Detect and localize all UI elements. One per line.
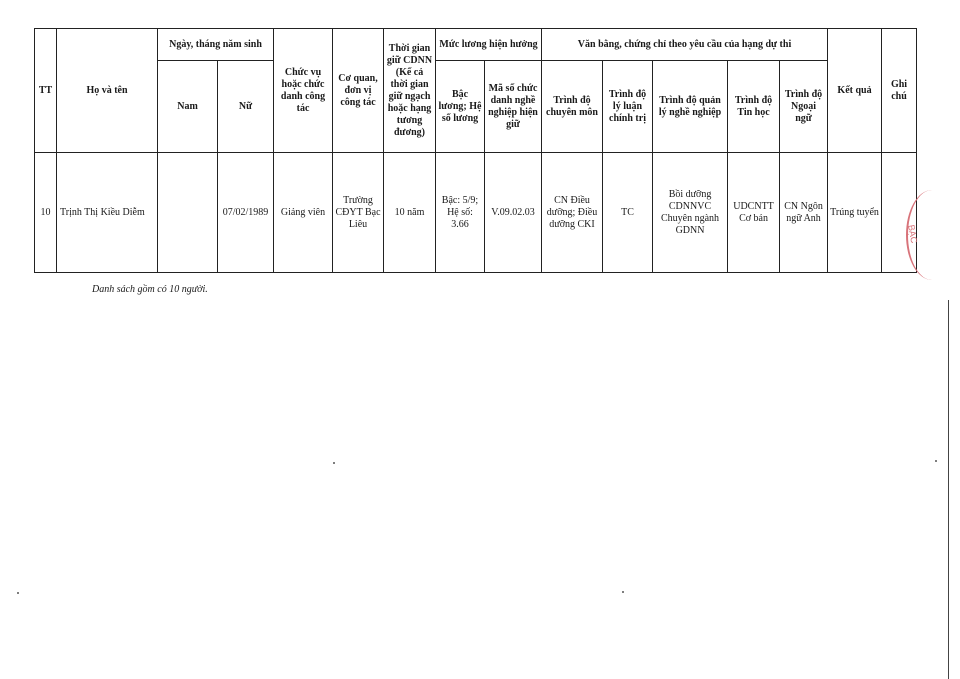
cell-q-political: TC xyxy=(603,153,653,273)
scan-speck xyxy=(622,591,624,593)
cell-q-language: CN Ngôn ngữ Anh xyxy=(780,153,828,273)
header-teaching-time: Thời gian giữ CDNN (Kể cả thời gian giữ ngạch hoặc hạng tương đương) xyxy=(384,29,436,153)
header-salary-grade: Bậc lương; Hệ số lương xyxy=(436,61,485,153)
cell-tt: 10 xyxy=(35,153,57,273)
header-q-language: Trình độ Ngoại ngữ xyxy=(780,61,828,153)
header-workplace: Cơ quan, đơn vị công tác xyxy=(333,29,384,153)
cell-q-professional: CN Điều dưỡng; Điều dưỡng CKI xyxy=(542,153,603,273)
cell-q-management: Bồi dưỡng CDNNVC Chuyên ngành GDNN xyxy=(653,153,728,273)
header-q-management: Trình độ quản lý nghề nghiệp xyxy=(653,61,728,153)
cell-dob-male xyxy=(158,153,218,273)
cell-q-it: UDCNTT Cơ bản xyxy=(728,153,780,273)
official-seal xyxy=(906,190,958,280)
header-salary: Mức lương hiện hưởng xyxy=(436,29,542,61)
header-tt: TT xyxy=(35,29,57,153)
footer-note: Danh sách gồm có 10 người. xyxy=(92,284,208,295)
header-result: Kết quả xyxy=(828,29,882,153)
header-dob-female: Nữ xyxy=(218,61,274,153)
scan-edge-line xyxy=(948,300,949,679)
cell-result: Trúng tuyển xyxy=(828,153,882,273)
scan-speck xyxy=(17,592,19,594)
header-salary-code: Mã số chức danh nghề nghiệp hiện giữ xyxy=(485,61,542,153)
header-dob: Ngày, tháng năm sinh xyxy=(158,29,274,61)
header-q-professional: Trình độ chuyên môn xyxy=(542,61,603,153)
candidate-table xyxy=(34,28,920,273)
cell-dob-female: 07/02/1989 xyxy=(218,153,274,273)
cell-salary-grade: Bậc: 5/9; Hệ số: 3.66 xyxy=(436,153,485,273)
scan-speck xyxy=(333,462,335,464)
cell-position: Giảng viên xyxy=(274,153,333,273)
header-qualifications: Văn bằng, chứng chỉ theo yêu cầu của hạng dự thi xyxy=(542,29,828,61)
header-position: Chức vụ hoặc chức danh công tác xyxy=(274,29,333,153)
header-dob-male: Nam xyxy=(158,61,218,153)
seal-text: BẠC xyxy=(906,224,920,244)
cell-salary-code: V.09.02.03 xyxy=(485,153,542,273)
table-row xyxy=(35,153,917,273)
cell-name: Trịnh Thị Kiều Diễm xyxy=(57,153,158,273)
header-q-it: Trình độ Tin học xyxy=(728,61,780,153)
scan-speck xyxy=(935,460,937,462)
header-note: Ghi chú xyxy=(882,29,917,153)
header-name: Họ và tên xyxy=(57,29,158,153)
cell-teaching-time: 10 năm xyxy=(384,153,436,273)
header-q-political: Trình độ lý luận chính trị xyxy=(603,61,653,153)
cell-workplace: Trường CĐYT Bạc Liêu xyxy=(333,153,384,273)
